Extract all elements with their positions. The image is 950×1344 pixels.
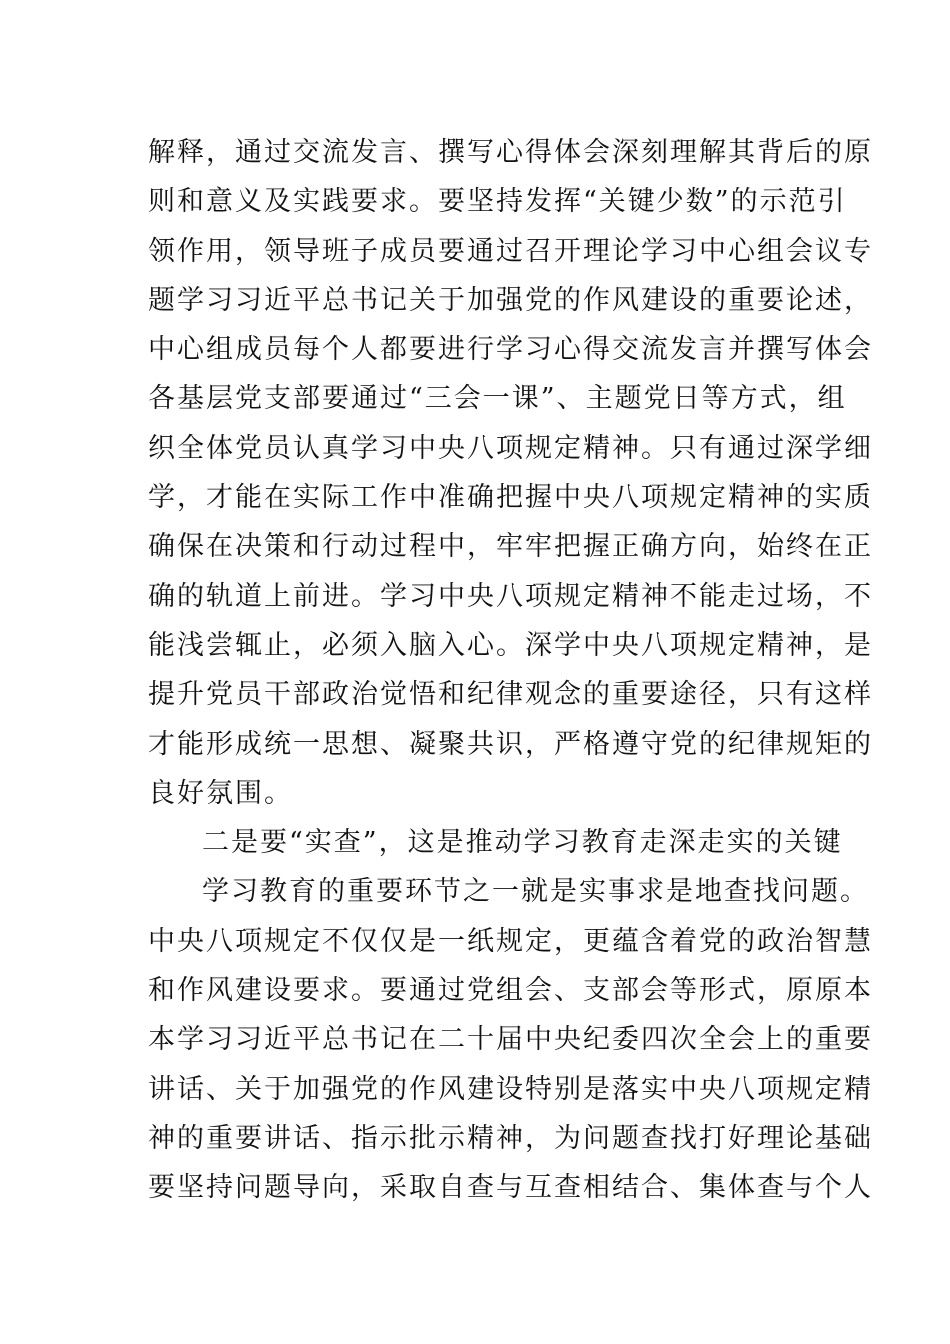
text-line: 提升党员干部政治觉悟和纪律观念的重要途径，只有这样 (148, 679, 873, 711)
text-line: 题学习习近平总书记关于加强党的作风建设的重要论述， (148, 284, 873, 316)
text-line: 织全体党员认真学习中央八项规定精神。只有通过深学细 (148, 432, 873, 464)
text-line: 确的轨道上前进。学习中央八项规定精神不能走过场，不 (148, 580, 873, 612)
text-line: 确保在决策和行动过程中，牢牢把握正确方向，始终在正 (148, 531, 873, 563)
text-line: 解释，通过交流发言、撰写心得体会深刻理解其背后的原 (148, 137, 873, 168)
text-line: 则和意义及实践要求。要坚持发挥“关键少数”的示范引 (148, 186, 847, 218)
text-line: 能浅尝辄止，必须入脑入心。深学中央八项规定精神，是 (148, 629, 873, 661)
text-line: 讲话、关于加强党的作风建设特别是落实中央八项规定精 (148, 1073, 873, 1105)
text-line: 学，才能在实际工作中准确把握中央八项规定精神的实质 (148, 482, 873, 514)
text-line: 中心组成员每个人都要进行学习心得交流发言并撰写体会 (148, 334, 873, 366)
text-line: 中央八项规定不仅仅是一纸规定，更蕴含着党的政治智慧 (148, 925, 873, 957)
text-line: 要坚持问题导向，采取自查与互查相结合、集体查与个人 (148, 1172, 873, 1204)
text-line: 领作用，领导班子成员要通过召开理论学习中心组会议专 (148, 235, 873, 267)
text-line: 神的重要讲话、指示批示精神，为问题查找打好理论基础 (148, 1122, 873, 1154)
text-line: 良好氛围。 (148, 777, 293, 809)
text-line: 才能形成统一思想、凝聚共识，严格遵守党的纪律规矩的 (148, 728, 873, 760)
text-line: 本学习习近平总书记在二十届中央纪委四次全会上的重要 (148, 1024, 873, 1056)
text-line: 学习教育的重要环节之一就是实事求是地查找问题。 (202, 876, 869, 908)
text-line: 各基层党支部要通过“三会一课”、主题党日等方式，组 (148, 383, 847, 415)
section-heading: 二是要“实查”，这是推动学习教育走深走实的关键 (202, 827, 843, 859)
text-line: 和作风建设要求。要通过党组会、支部会等形式，原原本 (148, 975, 873, 1007)
body-text (148, 128, 873, 1213)
